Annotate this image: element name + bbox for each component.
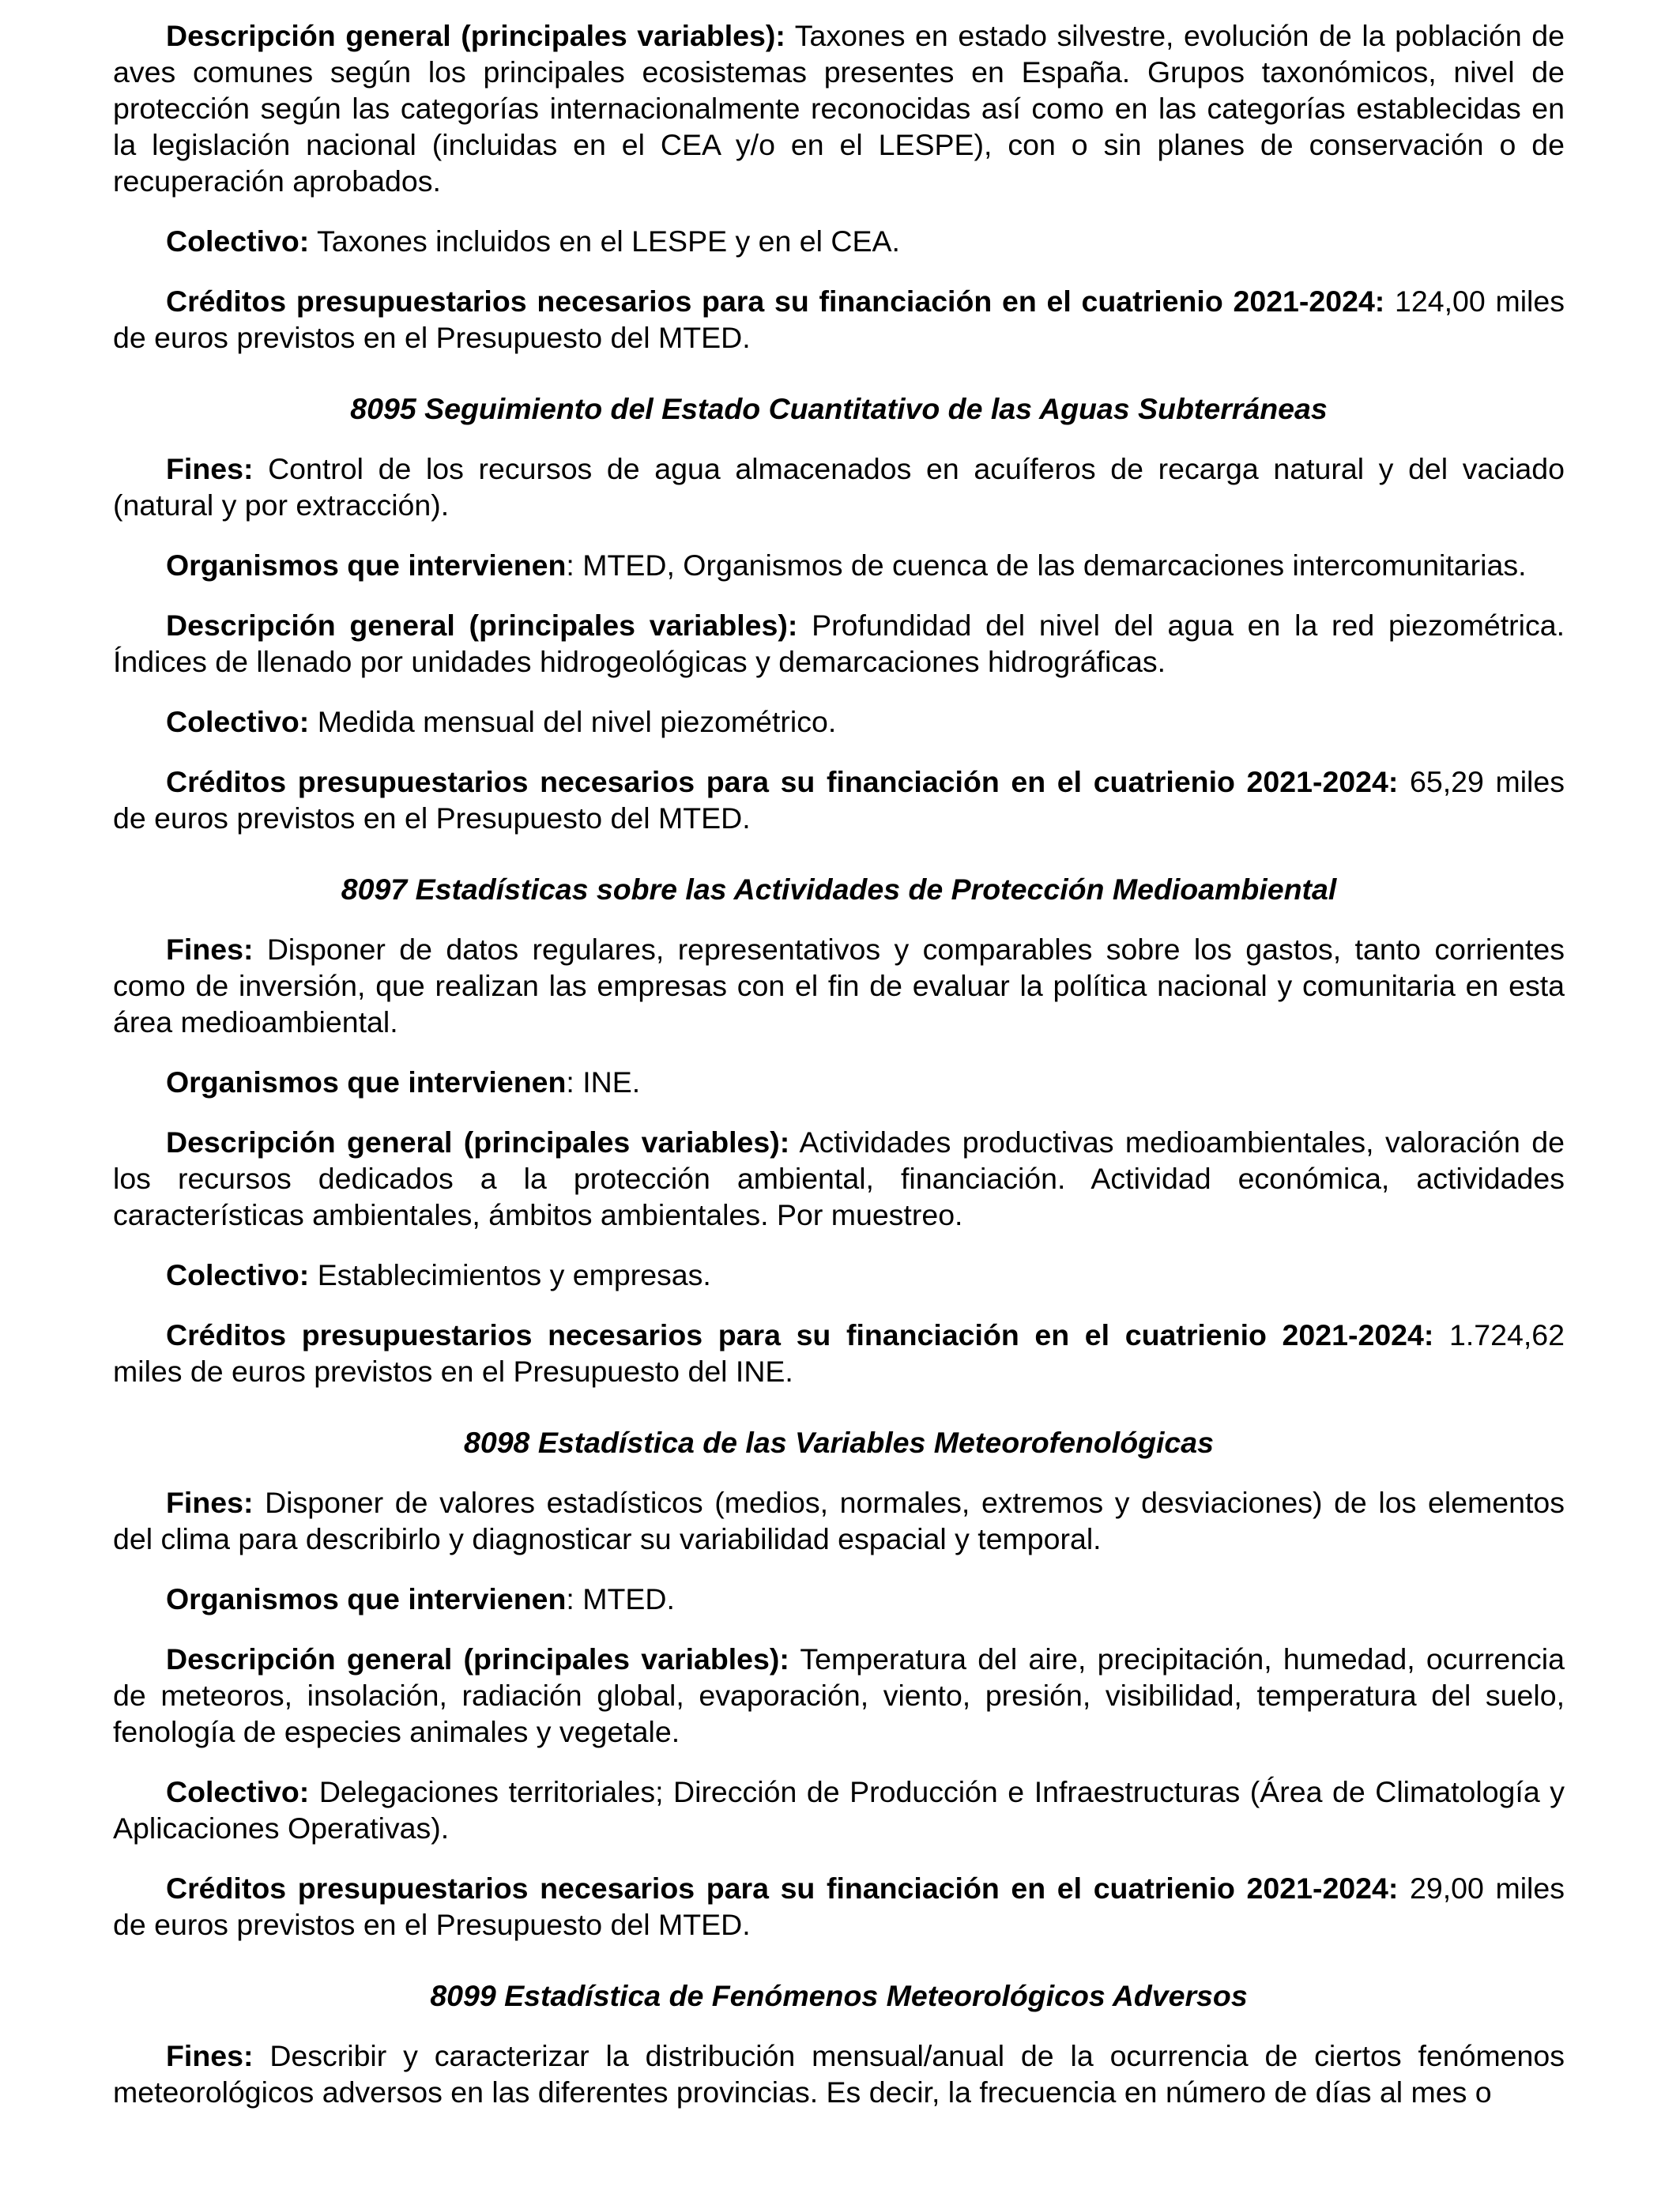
paragraph-label: Organismos que intervienen <box>166 548 567 582</box>
paragraph-text: 65,29 miles de euros previstos en el Presupuesto del MTED. <box>113 765 1565 835</box>
paragraph-label: Fines: <box>166 452 254 485</box>
paragraph <box>113 703 1565 740</box>
paragraph-text: Actividades productivas medioambientales, valoración de los recursos dedicados a la protección ambiental, financiación. Actividad económica, actividades características ambientales, ámbitos ambientales. Por muestreo. <box>113 1125 1565 1231</box>
paragraph-label: Créditos presupuestarios necesarios para su financiación en el cuatrienio 2021-2024: <box>166 285 1385 318</box>
paragraph-label: Créditos presupuestarios necesarios para su financiación en el cuatrienio 2021-2024: <box>166 1318 1434 1351</box>
paragraph-text: Describir y caracterizar la distribución mensual/anual de la ocurrencia de ciertos fenómenos meteorológicos adversos en las diferentes provincias. Es decir, la frecuencia en número de días al mes o <box>113 2039 1565 2109</box>
paragraph-text: Control de los recursos de agua almacenados en acuíferos de recarga natural y del vaciado (natural y por extracción). <box>113 452 1565 522</box>
section-heading: 8099 Estadística de Fenómenos Meteorológicos Adversos <box>430 1979 1248 2012</box>
paragraph-label: Colectivo: <box>166 1258 310 1291</box>
paragraph <box>113 1774 1565 1846</box>
paragraph <box>113 1317 1565 1389</box>
paragraph <box>113 450 1565 523</box>
paragraph <box>113 1257 1565 1293</box>
paragraph <box>113 931 1565 1040</box>
paragraph <box>113 1124 1565 1233</box>
paragraph <box>113 1064 1565 1100</box>
paragraph-label: Descripción general (principales variables): <box>166 609 798 642</box>
paragraph-label: Colectivo: <box>166 705 310 738</box>
paragraph-label: Descripción general (principales variables): <box>166 1125 790 1159</box>
section-heading: 8097 Estadísticas sobre las Actividades de Protección Medioambiental <box>341 873 1337 906</box>
paragraph <box>113 547 1565 583</box>
paragraph-label: Descripción general (principales variables): <box>166 1642 789 1676</box>
paragraph-label: Fines: <box>166 933 254 966</box>
paragraph-label: Fines: <box>166 2039 254 2072</box>
paragraph <box>113 1581 1565 1617</box>
section-heading: 8098 Estadística de las Variables Meteorofenológicas <box>463 1426 1215 1459</box>
paragraph-label: Descripción general (principales variables): <box>166 19 785 52</box>
paragraph-label: Colectivo: <box>166 1775 310 1808</box>
paragraph-text: : INE. <box>566 1065 641 1099</box>
paragraph-text: Delegaciones territoriales; Dirección de Producción e Infraestructuras (Área de Climatología y Aplicaciones Operativas). <box>113 1775 1565 1845</box>
paragraph-text: Establecimientos y empresas. <box>309 1258 711 1291</box>
paragraph-label: Créditos presupuestarios necesarios para su financiación en el cuatrienio 2021-2024: <box>166 765 1399 798</box>
paragraph <box>113 2038 1565 2110</box>
paragraph-text: 124,00 miles de euros previstos en el Presupuesto del MTED. <box>113 285 1565 354</box>
paragraph <box>113 607 1565 680</box>
paragraph-text: Taxones incluidos en el LESPE y en el CEA. <box>309 224 900 258</box>
paragraph-text: : MTED. <box>566 1582 675 1615</box>
paragraph-label: Fines: <box>166 1486 254 1519</box>
paragraph-text: Medida mensual del nivel piezométrico. <box>309 705 837 738</box>
paragraph <box>113 1641 1565 1750</box>
paragraph-text: 1.724,62 miles de euros previstos en el Presupuesto del INE. <box>113 1318 1565 1388</box>
paragraph-text: 29,00 miles de euros previstos en el Presupuesto del MTED. <box>113 1872 1565 1941</box>
document-page <box>113 17 1565 2134</box>
paragraph <box>113 283 1565 356</box>
paragraph-text: Temperatura del aire, precipitación, humedad, ocurrencia de meteoros, insolación, radiación global, evaporación, viento, presión, visibilidad, temperatura del suelo, fenología de especies animales y vegetale. <box>113 1642 1565 1748</box>
paragraph <box>113 17 1565 199</box>
paragraph-text: Disponer de valores estadísticos (medios, normales, extremos y desviaciones) de los elementos del clima para describirlo y diagnosticar su variabilidad espacial y temporal. <box>113 1486 1565 1555</box>
paragraph-label: Organismos que intervienen <box>166 1582 567 1615</box>
paragraph-text: Disponer de datos regulares, representativos y comparables sobre los gastos, tanto corrientes como de inversión, que realizan las empresas con el fin de evaluar la política nacional y comunitaria en esta área medioambiental. <box>113 933 1565 1039</box>
paragraph-label: Colectivo: <box>166 224 310 258</box>
paragraph <box>113 1484 1565 1557</box>
paragraph <box>113 223 1565 259</box>
paragraph <box>113 763 1565 836</box>
paragraph-text: Profundidad del nivel del agua en la red piezométrica. Índices de llenado por unidades hidrogeológicas y demarcaciones hidrográficas. <box>113 609 1565 678</box>
paragraph-text: Taxones en estado silvestre, evolución de la población de aves comunes según los principales ecosistemas presentes en España. Grupos taxonómicos, nivel de protección según las categorías internacionalmente reconocidas así como en las categorías establecidas en la legislación nacional (incluidas en el CEA y/o en el LESPE), con o sin planes de conservación o de recuperación aprobados. <box>113 19 1565 198</box>
paragraph-text: : MTED, Organismos de cuenca de las demarcaciones intercomunitarias. <box>566 548 1527 582</box>
section-heading: 8095 Seguimiento del Estado Cuantitativo de las Aguas Subterráneas <box>350 392 1328 425</box>
paragraph-label: Organismos que intervienen <box>166 1065 567 1099</box>
paragraph <box>113 1870 1565 1943</box>
paragraph-label: Créditos presupuestarios necesarios para su financiación en el cuatrienio 2021-2024: <box>166 1872 1399 1905</box>
